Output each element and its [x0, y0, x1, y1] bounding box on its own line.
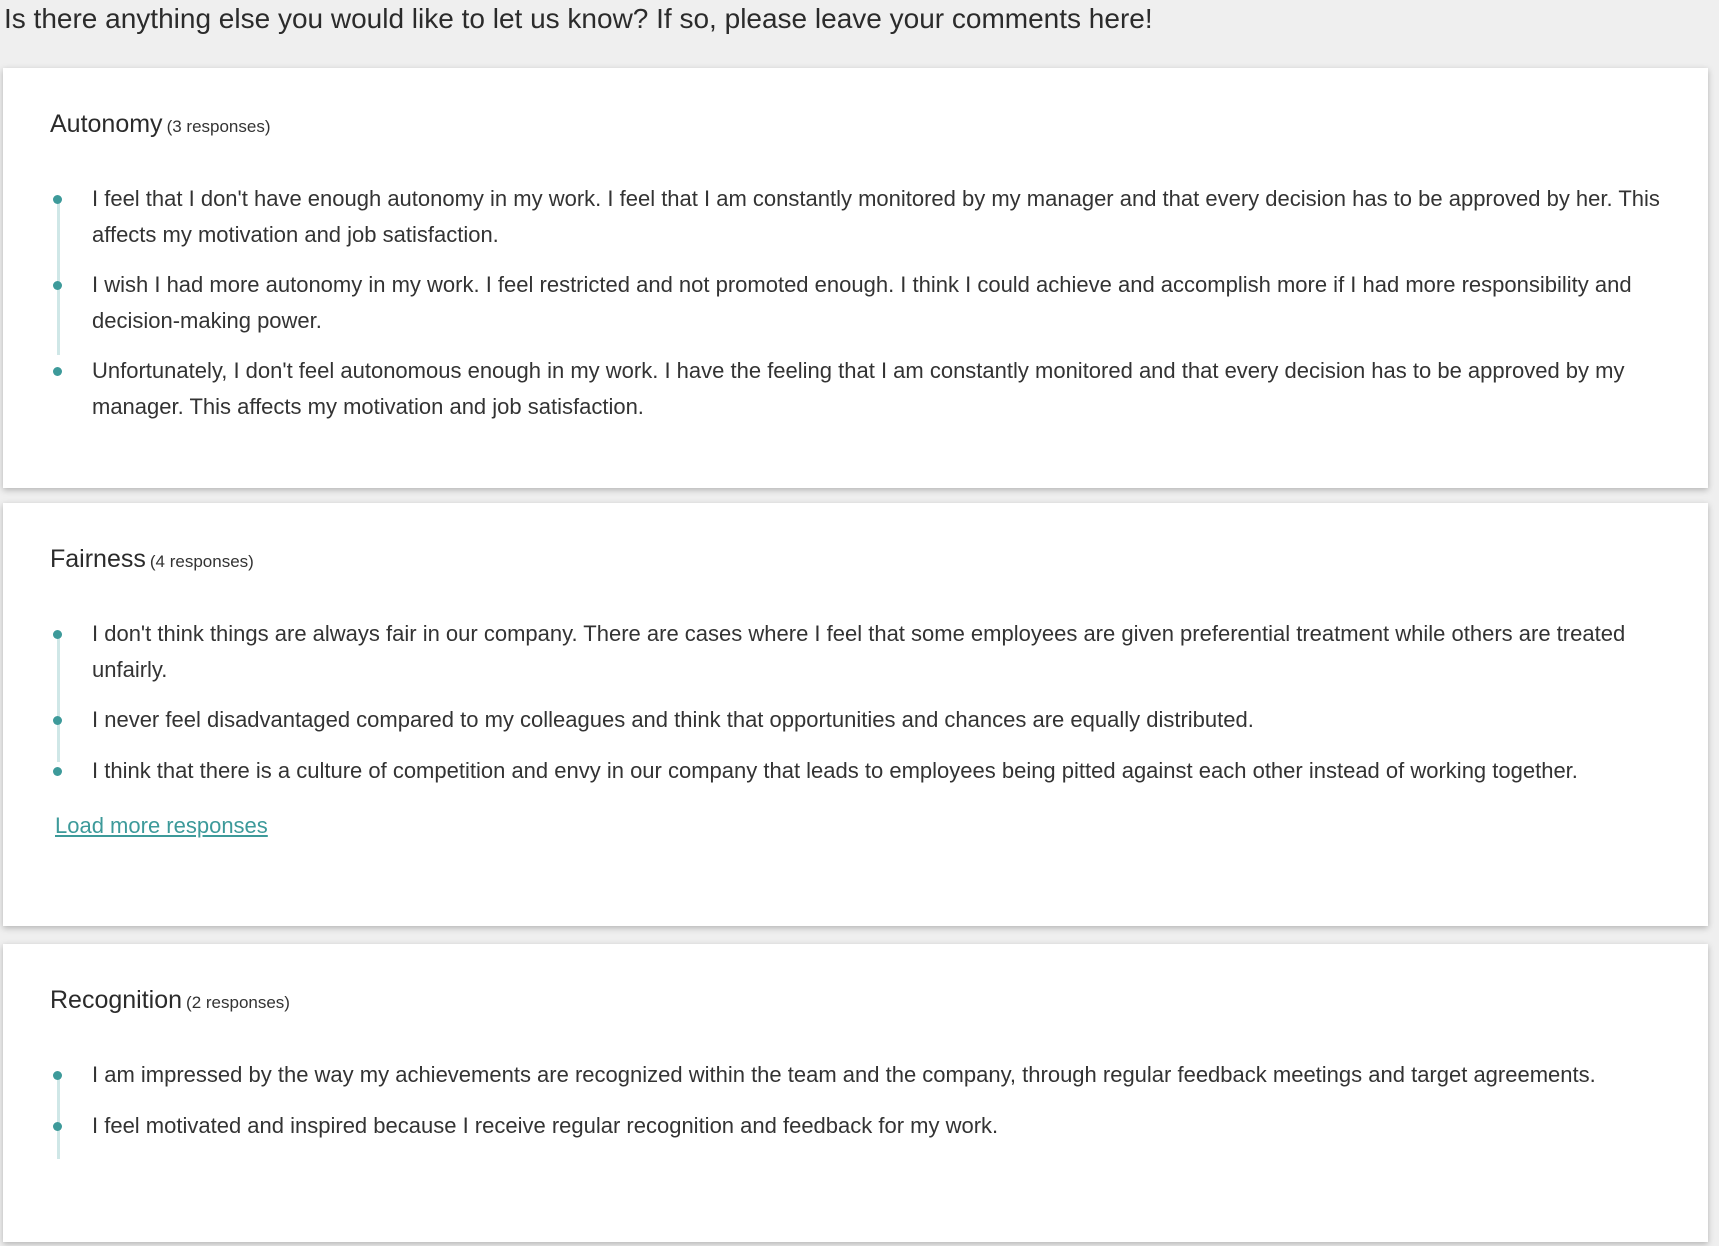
bullet-dot-icon — [53, 630, 62, 639]
response-item — [50, 753, 1662, 789]
bullet-dot-icon — [53, 281, 62, 290]
response-item — [50, 702, 1662, 738]
load-more-responses-link[interactable]: Load more responses — [55, 813, 268, 838]
bullet-dot-icon — [53, 1071, 62, 1080]
section-title: Autonomy — [50, 110, 163, 138]
bullet-dot-icon — [53, 767, 62, 776]
question-title: Is there anything else you would like to let us know? If so, please leave your comments here! — [4, 3, 1153, 34]
response-count: (4 responses) — [149, 552, 254, 571]
response-text: Unfortunately, I don't feel autonomous enough in my work. I have the feeling that I am constantly monitored and that every decision has to be approved by my manager. This affects my motivation and job satisfaction. — [92, 358, 1625, 419]
response-text: I am impressed by the way my achievements are recognized within the team and the company, through regular feedback meetings and target agreements. — [92, 1062, 1596, 1087]
response-list — [50, 616, 1662, 788]
response-list — [50, 181, 1662, 424]
response-item — [50, 181, 1662, 252]
response-item — [50, 1057, 1662, 1093]
section-title: Fairness — [50, 545, 146, 573]
section-card-fairness — [3, 503, 1708, 926]
bullet-dot-icon — [53, 367, 62, 376]
bullet-dot-icon — [53, 1122, 62, 1131]
response-text: I feel that I don't have enough autonomy in my work. I feel that I am constantly monitored by my manager and that every decision has to be approved by her. This affects my motivation and job satisfaction. — [92, 186, 1660, 247]
bullet-dot-icon — [53, 195, 62, 204]
response-count: (2 responses) — [186, 993, 290, 1012]
section-heading — [50, 984, 1662, 1019]
section-card-recognition — [3, 944, 1708, 1242]
response-text: I think that there is a culture of competition and envy in our company that leads to employees being pitted against each other instead of working together. — [92, 757, 1578, 783]
response-count: (3 responses) — [166, 117, 271, 136]
bullet-dot-icon — [53, 716, 62, 725]
response-text: I feel motivated and inspired because I receive regular recognition and feedback for my work. — [92, 1112, 999, 1138]
section-card-autonomy — [3, 68, 1708, 488]
response-text: I wish I had more autonomy in my work. I feel restricted and not promoted enough. I think I could achieve and accomplish more if I had more responsibility and decision-making power. — [92, 272, 1632, 333]
section-heading — [50, 108, 1662, 143]
response-item — [50, 1108, 1662, 1144]
response-text: I don't think things are always fair in our company. There are cases where I feel that some employees are given preferential treatment while others are treated unfairly. — [92, 621, 1626, 682]
response-item — [50, 616, 1662, 687]
section-title: Recognition — [50, 986, 183, 1014]
response-list — [50, 1057, 1662, 1143]
response-text: I never feel disadvantaged compared to my colleagues and think that opportunities and chances are equally distributed. — [92, 707, 1254, 732]
response-item — [50, 267, 1662, 338]
response-item — [50, 353, 1662, 424]
section-heading — [50, 543, 1662, 578]
